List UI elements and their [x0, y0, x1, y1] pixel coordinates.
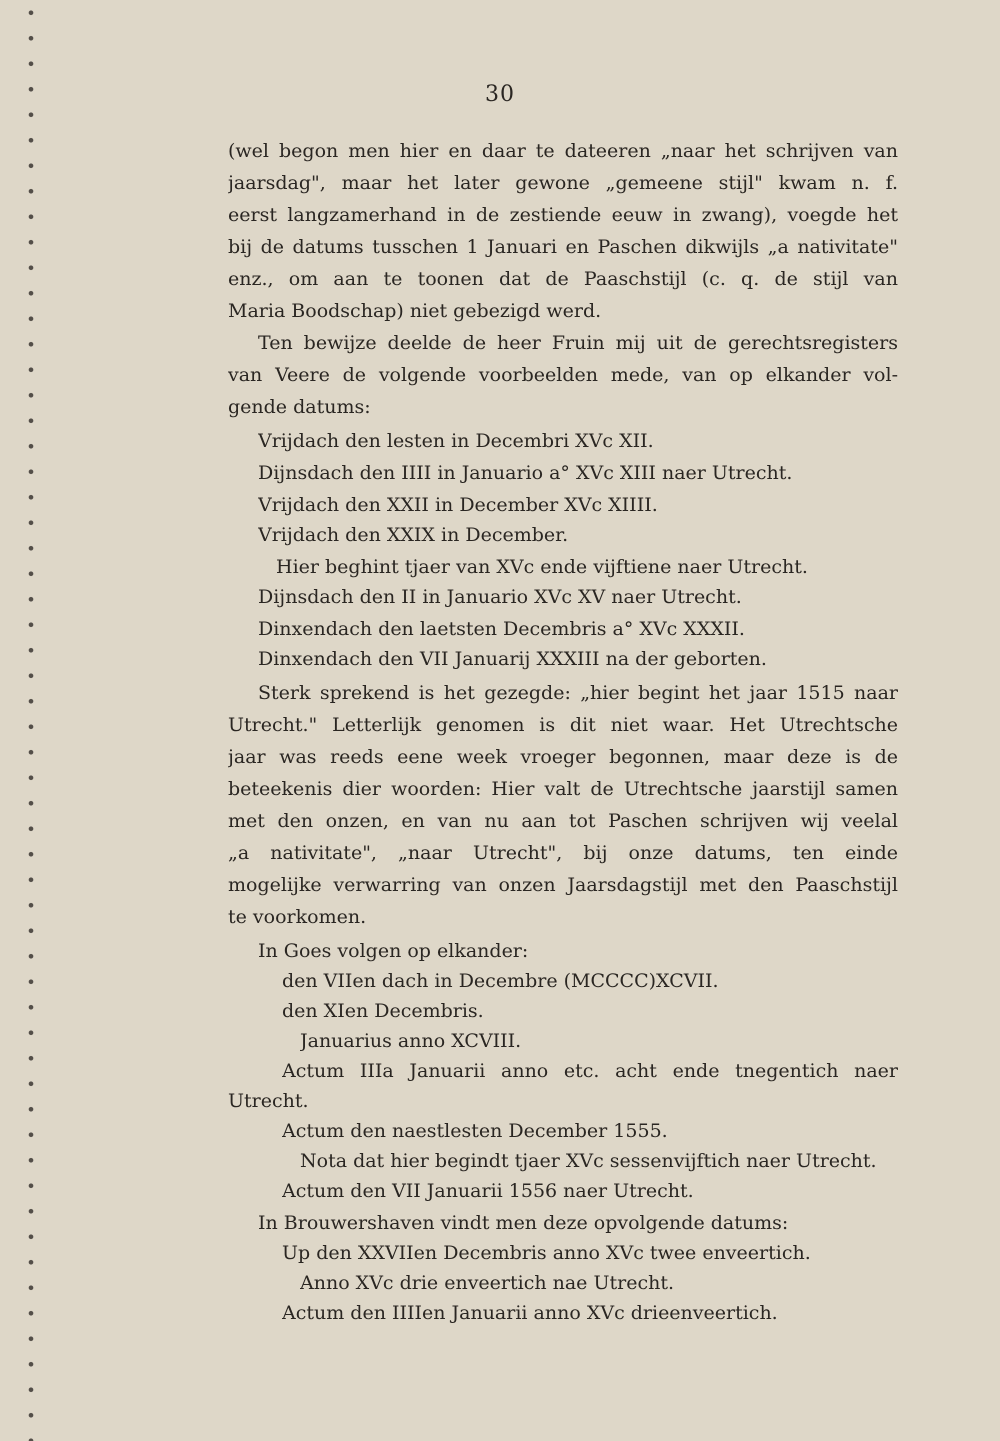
text-line: Up den XXVIIen Decembris anno XVc twee enveertich.	[282, 1242, 811, 1264]
text-line: Vrijdach den XXII in December XVc XIIII.	[258, 494, 658, 516]
text-line: den XIen Decembris.	[282, 1000, 484, 1022]
text-line: Utrecht.	[228, 1090, 309, 1112]
text-line: gende datums:	[228, 396, 371, 418]
text-line: Actum den VII Januarii 1556 naer Utrecht.	[282, 1180, 694, 1202]
text-line: Actum den naestlesten December 1555.	[282, 1120, 668, 1142]
text-line: eerst langzamerhand in de zestiende eeuw in zwang), voegde het	[228, 204, 898, 226]
text-line: Hier beghint tjaer van XVc ende vijftiene naer Utrecht.	[276, 556, 808, 578]
text-line: (wel begon men hier en daar te dateeren „naar het schrijven van	[228, 140, 898, 162]
text-line: bij de datums tusschen 1 Januari en Paschen dikwijls „a nativitate"	[228, 236, 898, 258]
text-line: In Brouwershaven vindt men deze opvolgende datums:	[258, 1212, 789, 1234]
text-line: Actum den IIIIen Januarii anno XVc drieenveertich.	[282, 1302, 778, 1324]
text-line: Actum IIIa Januarii anno etc. acht ende tnegentich naer	[282, 1060, 898, 1082]
text-line: Dinxendach den VII Januarij XXXIII na der geborten.	[258, 648, 767, 670]
text-line: met den onzen, en van nu aan tot Paschen schrijven wij veelal	[228, 810, 898, 832]
text-line: Januarius anno XCVIII.	[300, 1030, 522, 1052]
text-line: Maria Boodschap) niet gebezigd werd.	[228, 300, 602, 322]
text-line: Vrijdach den lesten in Decembri XVc XII.	[258, 430, 654, 452]
text-line: Dijnsdach den II in Januario XVc XV naer Utrecht.	[258, 586, 742, 608]
binding-holes	[22, 0, 40, 1441]
text-line: Dinxendach den laetsten Decembris a° XVc XXXII.	[258, 618, 745, 640]
text-line: jaarsdag", maar het later gewone „gemeene stijl" kwam n. f.	[228, 172, 898, 194]
text-line: „a nativitate", „naar Utrecht", bij onze datums, ten einde	[228, 842, 898, 864]
text-line: Utrecht." Letterlijk genomen is dit niet waar. Het Utrechtsche	[228, 714, 898, 736]
text-line: jaar was reeds eene week vroeger begonnen, maar deze is de	[228, 746, 898, 768]
text-line: beteekenis dier woorden: Hier valt de Utrechtsche jaarstijl samen	[228, 778, 898, 800]
text-line: te voorkomen.	[228, 906, 367, 928]
text-line: den VIIen dach in Decembre (MCCCC)XCVII.	[282, 970, 719, 992]
text-line: In Goes volgen op elkander:	[258, 940, 529, 962]
text-line: Nota dat hier begindt tjaer XVc sessenvijftich naer Utrecht.	[300, 1150, 877, 1172]
text-line: Vrijdach den XXIX in December.	[258, 524, 569, 546]
text-line: van Veere de volgende voorbeelden mede, van op elkander vol-	[228, 364, 898, 386]
text-line: Anno XVc drie enveertich nae Utrecht.	[300, 1272, 674, 1294]
text-line: Ten bewijze deelde de heer Fruin mij uit de gerechtsregisters	[258, 332, 898, 354]
text-line: enz., om aan te toonen dat de Paaschstijl (c. q. de stijl van	[228, 268, 898, 290]
text-line: Sterk sprekend is het gezegde: „hier begint het jaar 1515 naar	[258, 682, 898, 704]
page-number: 30	[485, 82, 515, 107]
text-line: mogelijke verwarring van onzen Jaarsdagstijl met den Paaschstijl	[228, 874, 898, 896]
text-line: Dijnsdach den IIII in Januario a° XVc XIII naer Utrecht.	[258, 462, 793, 484]
